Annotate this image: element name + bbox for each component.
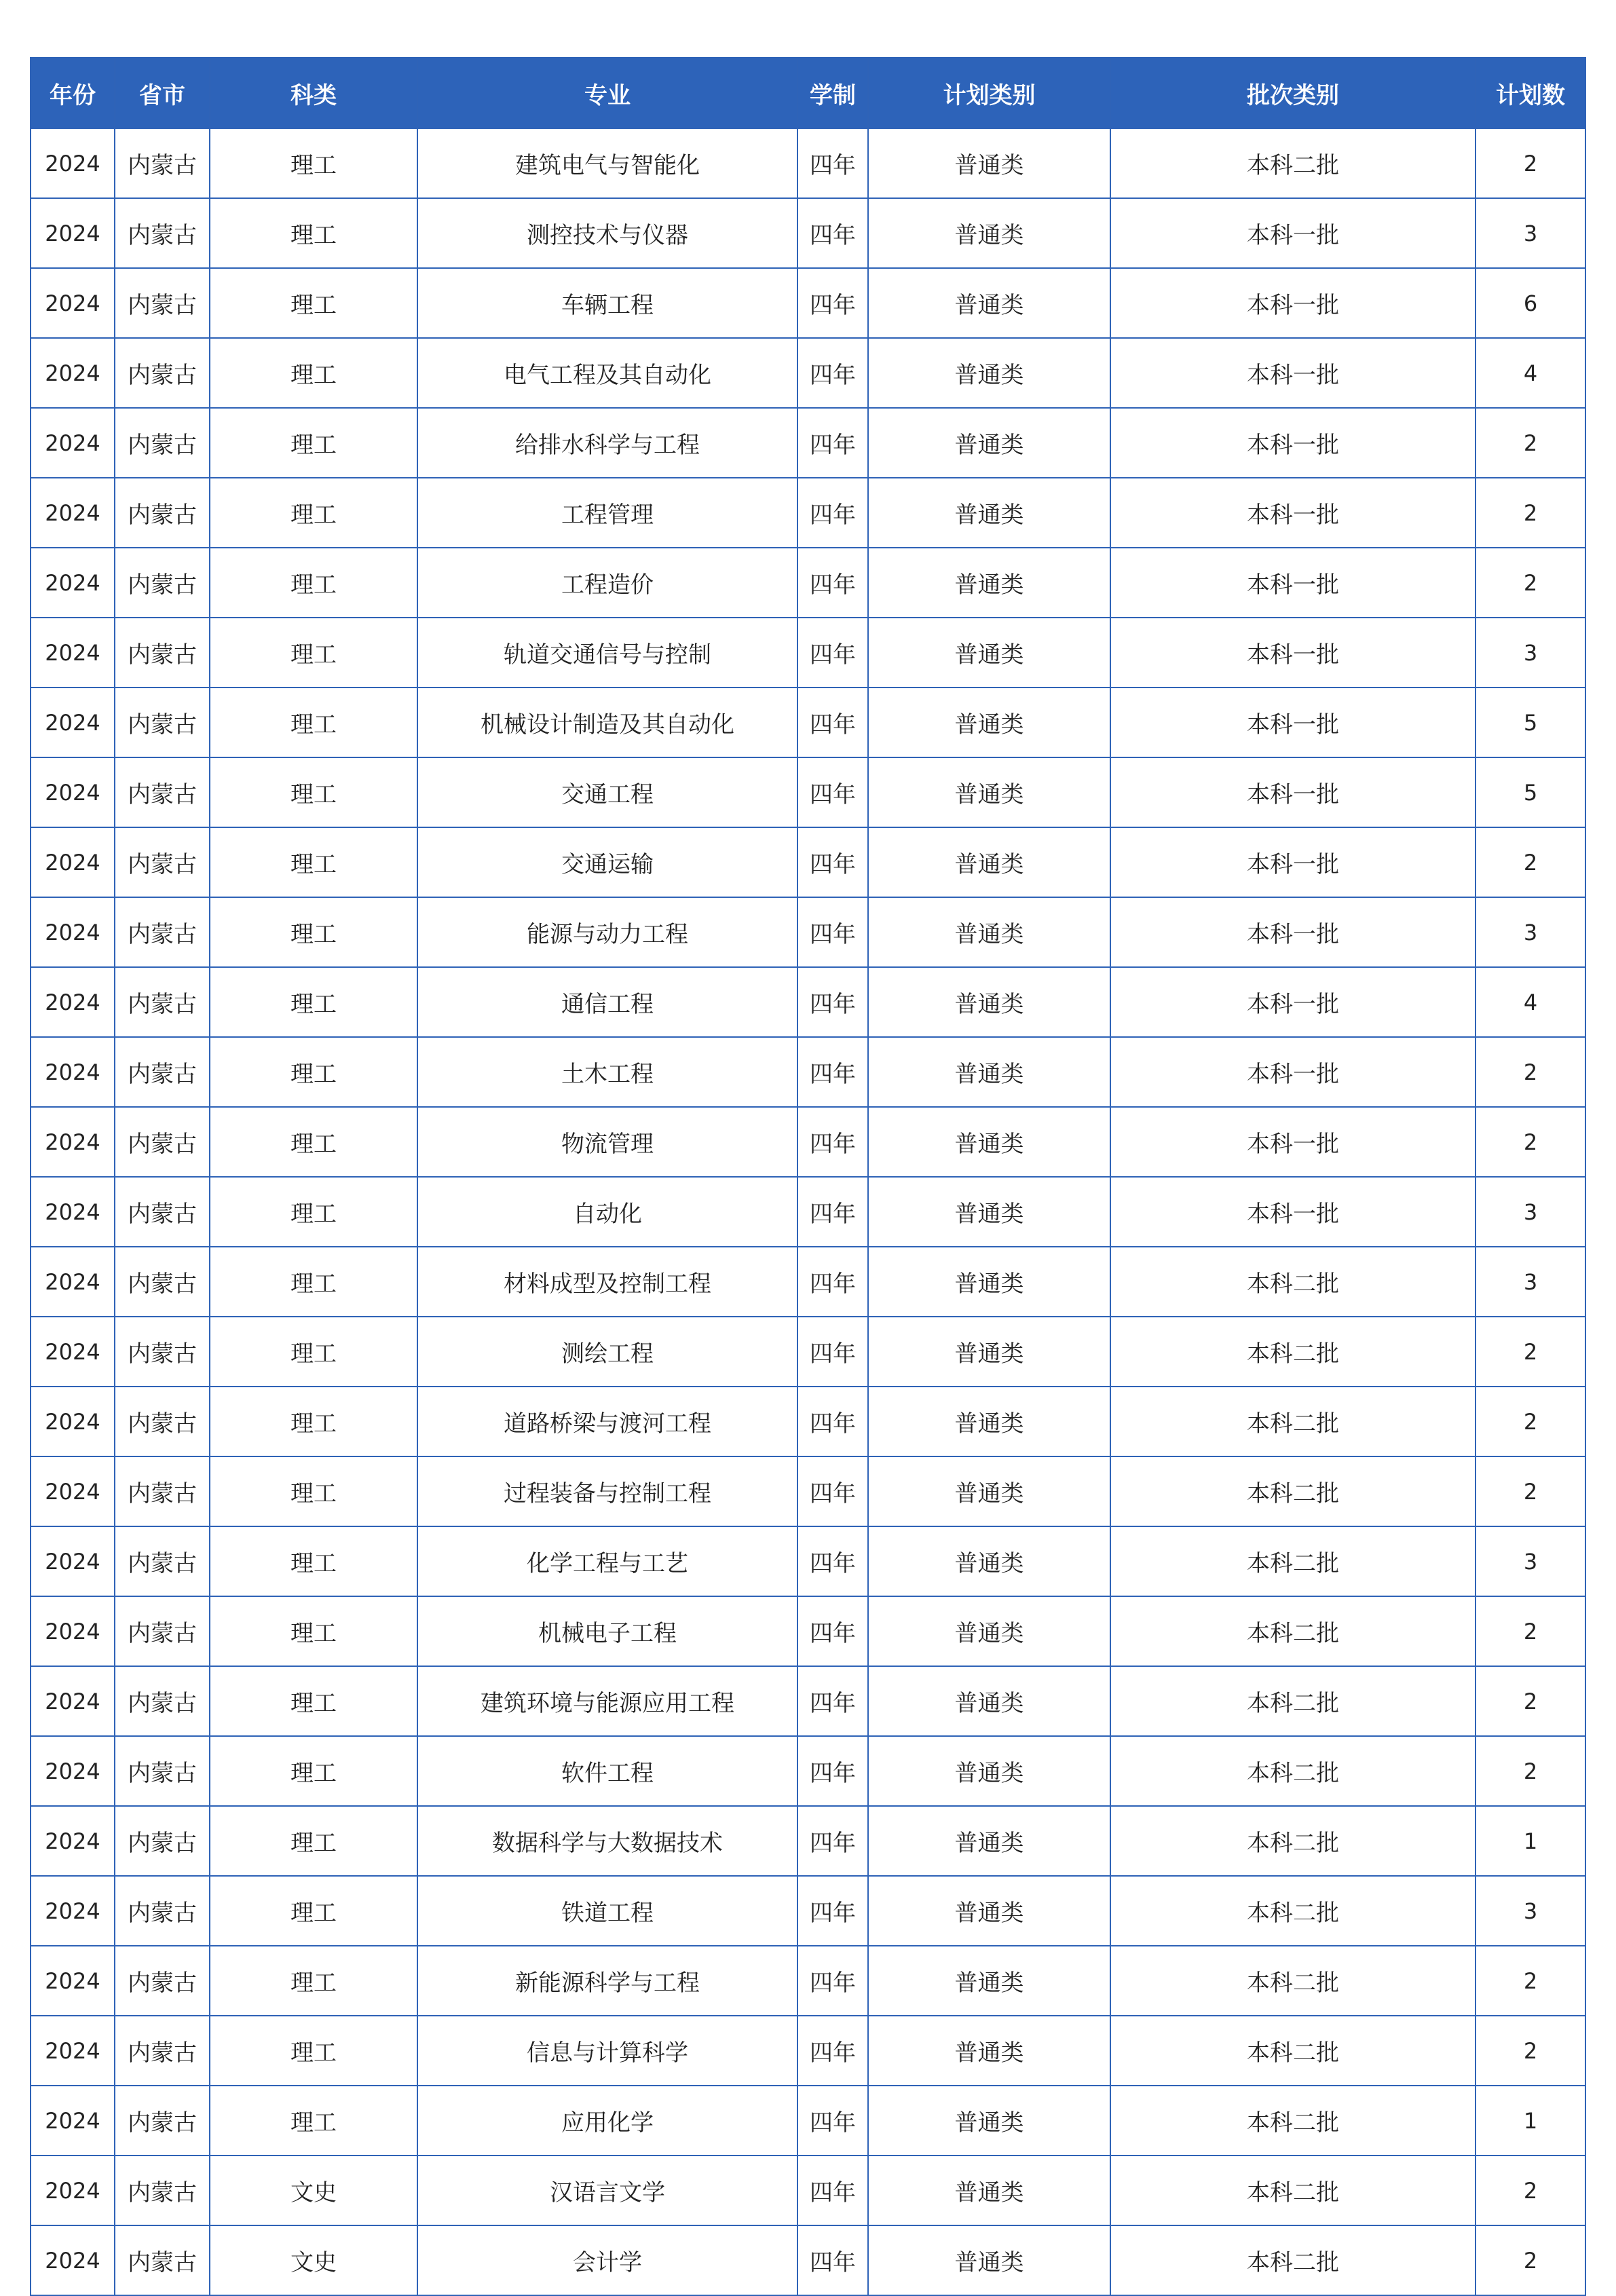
plan-type-cell: 普通类	[868, 1387, 1110, 1456]
year-cell: 2024	[31, 1317, 115, 1387]
plan-count-cell: 2	[1476, 1317, 1585, 1387]
province-cell: 内蒙古	[115, 548, 210, 618]
subject-category-cell: 理工	[210, 1736, 417, 1806]
table-row	[31, 827, 1585, 897]
table-row	[31, 198, 1585, 268]
duration-cell: 四年	[797, 548, 868, 618]
major-cell: 汉语言文学	[417, 2156, 797, 2225]
batch-type-cell: 本科一批	[1110, 408, 1476, 478]
batch-type-cell: 本科二批	[1110, 1736, 1476, 1806]
duration-cell: 四年	[797, 2086, 868, 2156]
table-row	[31, 1806, 1585, 1876]
major-cell: 自动化	[417, 1177, 797, 1247]
duration-cell: 四年	[797, 1526, 868, 1596]
province-cell: 内蒙古	[115, 1596, 210, 1666]
duration-cell: 四年	[797, 338, 868, 408]
plan-type-cell: 普通类	[868, 688, 1110, 757]
major-cell: 铁道工程	[417, 1876, 797, 1946]
major-cell: 建筑电气与智能化	[417, 128, 797, 198]
plan-type-cell: 普通类	[868, 1317, 1110, 1387]
province-cell: 内蒙古	[115, 2016, 210, 2086]
province-cell: 内蒙古	[115, 1456, 210, 1526]
table-row	[31, 1107, 1585, 1177]
plan-type-cell: 普通类	[868, 1806, 1110, 1876]
major-cell: 道路桥梁与渡河工程	[417, 1387, 797, 1456]
plan-type-cell: 普通类	[868, 2156, 1110, 2225]
plan-count-cell: 3	[1476, 1247, 1585, 1317]
subject-category-cell: 理工	[210, 967, 417, 1037]
subject-category-cell: 理工	[210, 827, 417, 897]
batch-type-cell: 本科二批	[1110, 1317, 1476, 1387]
province-cell: 内蒙古	[115, 268, 210, 338]
province-cell: 内蒙古	[115, 198, 210, 268]
plan-type-cell: 普通类	[868, 268, 1110, 338]
plan-type-cell: 普通类	[868, 478, 1110, 548]
plan-count-cell: 2	[1476, 548, 1585, 618]
batch-type-cell: 本科二批	[1110, 2016, 1476, 2086]
table-row	[31, 757, 1585, 827]
province-cell: 内蒙古	[115, 1876, 210, 1946]
subject-category-cell: 理工	[210, 1456, 417, 1526]
plan-count-cell: 2	[1476, 1387, 1585, 1456]
major-cell: 通信工程	[417, 967, 797, 1037]
province-cell: 内蒙古	[115, 618, 210, 688]
province-cell: 内蒙古	[115, 757, 210, 827]
table-row	[31, 1456, 1585, 1526]
major-cell: 机械电子工程	[417, 1596, 797, 1666]
batch-type-cell: 本科二批	[1110, 1876, 1476, 1946]
subject-category-cell: 理工	[210, 1177, 417, 1247]
plan-count-cell: 1	[1476, 2086, 1585, 2156]
major-cell: 轨道交通信号与控制	[417, 618, 797, 688]
plan-count-cell: 4	[1476, 967, 1585, 1037]
plan-type-cell: 普通类	[868, 757, 1110, 827]
batch-type-cell: 本科一批	[1110, 827, 1476, 897]
batch-type-cell: 本科一批	[1110, 967, 1476, 1037]
plan-count-cell: 2	[1476, 1107, 1585, 1177]
province-cell: 内蒙古	[115, 478, 210, 548]
subject-category-cell: 理工	[210, 2086, 417, 2156]
table-row	[31, 478, 1585, 548]
duration-cell: 四年	[797, 198, 868, 268]
plan-count-cell: 2	[1476, 128, 1585, 198]
table-row	[31, 1526, 1585, 1596]
plan-type-cell: 普通类	[868, 1596, 1110, 1666]
province-cell: 内蒙古	[115, 688, 210, 757]
province-cell: 内蒙古	[115, 1317, 210, 1387]
year-cell: 2024	[31, 478, 115, 548]
header-province: 省市	[115, 58, 210, 128]
major-cell: 机械设计制造及其自动化	[417, 688, 797, 757]
batch-type-cell: 本科二批	[1110, 1666, 1476, 1736]
subject-category-cell: 理工	[210, 408, 417, 478]
table-row	[31, 1666, 1585, 1736]
major-cell: 数据科学与大数据技术	[417, 1806, 797, 1876]
plan-count-cell: 2	[1476, 2016, 1585, 2086]
table-row	[31, 338, 1585, 408]
header-plan-count: 计划数	[1476, 58, 1585, 128]
major-cell: 工程管理	[417, 478, 797, 548]
duration-cell: 四年	[797, 897, 868, 967]
duration-cell: 四年	[797, 2016, 868, 2086]
batch-type-cell: 本科二批	[1110, 1387, 1476, 1456]
duration-cell: 四年	[797, 408, 868, 478]
subject-category-cell: 理工	[210, 1876, 417, 1946]
plan-count-cell: 3	[1476, 1177, 1585, 1247]
major-cell: 软件工程	[417, 1736, 797, 1806]
plan-count-cell: 2	[1476, 478, 1585, 548]
major-cell: 工程造价	[417, 548, 797, 618]
plan-count-cell: 1	[1476, 1806, 1585, 1876]
header-plan-type: 计划类别	[868, 58, 1110, 128]
year-cell: 2024	[31, 1177, 115, 1247]
header-duration: 学制	[797, 58, 868, 128]
plan-type-cell: 普通类	[868, 128, 1110, 198]
subject-category-cell: 文史	[210, 2156, 417, 2225]
plan-count-cell: 3	[1476, 618, 1585, 688]
header-year: 年份	[31, 58, 115, 128]
plan-type-cell: 普通类	[868, 1946, 1110, 2016]
major-cell: 交通运输	[417, 827, 797, 897]
year-cell: 2024	[31, 2156, 115, 2225]
year-cell: 2024	[31, 1876, 115, 1946]
table-row	[31, 1596, 1585, 1666]
province-cell: 内蒙古	[115, 2156, 210, 2225]
batch-type-cell: 本科二批	[1110, 2156, 1476, 2225]
duration-cell: 四年	[797, 827, 868, 897]
batch-type-cell: 本科一批	[1110, 897, 1476, 967]
plan-count-cell: 3	[1476, 198, 1585, 268]
plan-type-cell: 普通类	[868, 1456, 1110, 1526]
year-cell: 2024	[31, 688, 115, 757]
major-cell: 测控技术与仪器	[417, 198, 797, 268]
year-cell: 2024	[31, 1107, 115, 1177]
batch-type-cell: 本科一批	[1110, 688, 1476, 757]
major-cell: 过程装备与控制工程	[417, 1456, 797, 1526]
plan-type-cell: 普通类	[868, 967, 1110, 1037]
plan-type-cell: 普通类	[868, 2086, 1110, 2156]
plan-type-cell: 普通类	[868, 2225, 1110, 2295]
plan-type-cell: 普通类	[868, 2016, 1110, 2086]
batch-type-cell: 本科二批	[1110, 1526, 1476, 1596]
table-row	[31, 2086, 1585, 2156]
duration-cell: 四年	[797, 1107, 868, 1177]
plan-count-cell: 3	[1476, 1876, 1585, 1946]
table-row	[31, 1037, 1585, 1107]
subject-category-cell: 理工	[210, 128, 417, 198]
subject-category-cell: 理工	[210, 1666, 417, 1736]
plan-type-cell: 普通类	[868, 1247, 1110, 1317]
batch-type-cell: 本科一批	[1110, 1107, 1476, 1177]
duration-cell: 四年	[797, 1876, 868, 1946]
batch-type-cell: 本科二批	[1110, 1806, 1476, 1876]
duration-cell: 四年	[797, 757, 868, 827]
duration-cell: 四年	[797, 478, 868, 548]
year-cell: 2024	[31, 1806, 115, 1876]
province-cell: 内蒙古	[115, 967, 210, 1037]
duration-cell: 四年	[797, 1037, 868, 1107]
year-cell: 2024	[31, 128, 115, 198]
plan-count-cell: 2	[1476, 827, 1585, 897]
plan-type-cell: 普通类	[868, 827, 1110, 897]
major-cell: 应用化学	[417, 2086, 797, 2156]
year-cell: 2024	[31, 1247, 115, 1317]
subject-category-cell: 理工	[210, 338, 417, 408]
year-cell: 2024	[31, 1666, 115, 1736]
duration-cell: 四年	[797, 2156, 868, 2225]
year-cell: 2024	[31, 1526, 115, 1596]
year-cell: 2024	[31, 1387, 115, 1456]
table-row	[31, 1387, 1585, 1456]
header-subject-category: 科类	[210, 58, 417, 128]
plan-count-cell: 3	[1476, 1526, 1585, 1596]
plan-type-cell: 普通类	[868, 408, 1110, 478]
batch-type-cell: 本科一批	[1110, 1037, 1476, 1107]
duration-cell: 四年	[797, 967, 868, 1037]
duration-cell: 四年	[797, 2225, 868, 2295]
table-row	[31, 1736, 1585, 1806]
plan-count-cell: 2	[1476, 1596, 1585, 1666]
year-cell: 2024	[31, 2086, 115, 2156]
batch-type-cell: 本科一批	[1110, 757, 1476, 827]
plan-count-cell: 2	[1476, 1456, 1585, 1526]
plan-count-cell: 6	[1476, 268, 1585, 338]
plan-count-cell: 2	[1476, 1946, 1585, 2016]
major-cell: 给排水科学与工程	[417, 408, 797, 478]
subject-category-cell: 理工	[210, 1317, 417, 1387]
batch-type-cell: 本科二批	[1110, 1596, 1476, 1666]
duration-cell: 四年	[797, 1317, 868, 1387]
enrollment-plan-table	[30, 57, 1586, 2296]
subject-category-cell: 理工	[210, 688, 417, 757]
year-cell: 2024	[31, 757, 115, 827]
province-cell: 内蒙古	[115, 2225, 210, 2295]
province-cell: 内蒙古	[115, 1666, 210, 1736]
major-cell: 物流管理	[417, 1107, 797, 1177]
duration-cell: 四年	[797, 1596, 868, 1666]
duration-cell: 四年	[797, 1177, 868, 1247]
table-row	[31, 1317, 1585, 1387]
province-cell: 内蒙古	[115, 2086, 210, 2156]
major-cell: 新能源科学与工程	[417, 1946, 797, 2016]
subject-category-cell: 理工	[210, 198, 417, 268]
major-cell: 化学工程与工艺	[417, 1526, 797, 1596]
subject-category-cell: 理工	[210, 757, 417, 827]
year-cell: 2024	[31, 618, 115, 688]
subject-category-cell: 理工	[210, 1107, 417, 1177]
table-row	[31, 1946, 1585, 2016]
header-major: 专业	[417, 58, 797, 128]
province-cell: 内蒙古	[115, 1526, 210, 1596]
subject-category-cell: 理工	[210, 618, 417, 688]
batch-type-cell: 本科二批	[1110, 1247, 1476, 1317]
batch-type-cell: 本科一批	[1110, 618, 1476, 688]
subject-category-cell: 理工	[210, 1247, 417, 1317]
subject-category-cell: 理工	[210, 268, 417, 338]
major-cell: 能源与动力工程	[417, 897, 797, 967]
major-cell: 电气工程及其自动化	[417, 338, 797, 408]
major-cell: 材料成型及控制工程	[417, 1247, 797, 1317]
province-cell: 内蒙古	[115, 1107, 210, 1177]
table-body	[31, 128, 1585, 2295]
subject-category-cell: 理工	[210, 478, 417, 548]
plan-type-cell: 普通类	[868, 1177, 1110, 1247]
plan-type-cell: 普通类	[868, 548, 1110, 618]
province-cell: 内蒙古	[115, 1387, 210, 1456]
province-cell: 内蒙古	[115, 1946, 210, 2016]
plan-type-cell: 普通类	[868, 1666, 1110, 1736]
major-cell: 信息与计算科学	[417, 2016, 797, 2086]
duration-cell: 四年	[797, 688, 868, 757]
year-cell: 2024	[31, 408, 115, 478]
duration-cell: 四年	[797, 1946, 868, 2016]
year-cell: 2024	[31, 1946, 115, 2016]
plan-count-cell: 5	[1476, 757, 1585, 827]
batch-type-cell: 本科二批	[1110, 2225, 1476, 2295]
batch-type-cell: 本科一批	[1110, 548, 1476, 618]
batch-type-cell: 本科一批	[1110, 478, 1476, 548]
plan-type-cell: 普通类	[868, 618, 1110, 688]
duration-cell: 四年	[797, 1666, 868, 1736]
major-cell: 建筑环境与能源应用工程	[417, 1666, 797, 1736]
subject-category-cell: 理工	[210, 897, 417, 967]
subject-category-cell: 理工	[210, 1946, 417, 2016]
duration-cell: 四年	[797, 1387, 868, 1456]
year-cell: 2024	[31, 548, 115, 618]
plan-type-cell: 普通类	[868, 1107, 1110, 1177]
batch-type-cell: 本科二批	[1110, 128, 1476, 198]
province-cell: 内蒙古	[115, 1037, 210, 1107]
year-cell: 2024	[31, 897, 115, 967]
plan-count-cell: 5	[1476, 688, 1585, 757]
plan-count-cell: 2	[1476, 1037, 1585, 1107]
subject-category-cell: 理工	[210, 1596, 417, 1666]
plan-count-cell: 4	[1476, 338, 1585, 408]
subject-category-cell: 理工	[210, 1526, 417, 1596]
plan-count-cell: 2	[1476, 2156, 1585, 2225]
batch-type-cell: 本科一批	[1110, 1177, 1476, 1247]
major-cell: 交通工程	[417, 757, 797, 827]
table-row	[31, 408, 1585, 478]
plan-count-cell: 2	[1476, 2225, 1585, 2295]
batch-type-cell: 本科一批	[1110, 338, 1476, 408]
table-row	[31, 1876, 1585, 1946]
header-batch-type: 批次类别	[1110, 58, 1476, 128]
table-row	[31, 1177, 1585, 1247]
province-cell: 内蒙古	[115, 128, 210, 198]
duration-cell: 四年	[797, 268, 868, 338]
batch-type-cell: 本科二批	[1110, 1946, 1476, 2016]
year-cell: 2024	[31, 967, 115, 1037]
header-row	[31, 58, 1585, 128]
major-cell: 测绘工程	[417, 1317, 797, 1387]
duration-cell: 四年	[797, 1806, 868, 1876]
year-cell: 2024	[31, 268, 115, 338]
province-cell: 内蒙古	[115, 827, 210, 897]
table-row	[31, 688, 1585, 757]
subject-category-cell: 理工	[210, 1387, 417, 1456]
year-cell: 2024	[31, 198, 115, 268]
plan-type-cell: 普通类	[868, 897, 1110, 967]
year-cell: 2024	[31, 1596, 115, 1666]
plan-count-cell: 2	[1476, 1666, 1585, 1736]
table-row	[31, 2016, 1585, 2086]
province-cell: 内蒙古	[115, 897, 210, 967]
table-row	[31, 967, 1585, 1037]
province-cell: 内蒙古	[115, 1247, 210, 1317]
major-cell: 会计学	[417, 2225, 797, 2295]
table-row	[31, 128, 1585, 198]
table-row	[31, 618, 1585, 688]
plan-count-cell: 2	[1476, 408, 1585, 478]
plan-type-cell: 普通类	[868, 338, 1110, 408]
year-cell: 2024	[31, 1037, 115, 1107]
duration-cell: 四年	[797, 1456, 868, 1526]
plan-count-cell: 3	[1476, 897, 1585, 967]
province-cell: 内蒙古	[115, 1806, 210, 1876]
duration-cell: 四年	[797, 1247, 868, 1317]
plan-type-cell: 普通类	[868, 1037, 1110, 1107]
subject-category-cell: 理工	[210, 1037, 417, 1107]
plan-type-cell: 普通类	[868, 1736, 1110, 1806]
year-cell: 2024	[31, 1736, 115, 1806]
year-cell: 2024	[31, 2225, 115, 2295]
batch-type-cell: 本科二批	[1110, 2086, 1476, 2156]
table-header	[31, 58, 1585, 128]
subject-category-cell: 理工	[210, 1806, 417, 1876]
major-cell: 车辆工程	[417, 268, 797, 338]
batch-type-cell: 本科一批	[1110, 198, 1476, 268]
subject-category-cell: 文史	[210, 2225, 417, 2295]
province-cell: 内蒙古	[115, 1736, 210, 1806]
table-row	[31, 897, 1585, 967]
year-cell: 2024	[31, 1456, 115, 1526]
duration-cell: 四年	[797, 128, 868, 198]
table-row	[31, 548, 1585, 618]
table-row	[31, 268, 1585, 338]
plan-count-cell: 2	[1476, 1736, 1585, 1806]
major-cell: 土木工程	[417, 1037, 797, 1107]
plan-type-cell: 普通类	[868, 198, 1110, 268]
year-cell: 2024	[31, 827, 115, 897]
province-cell: 内蒙古	[115, 1177, 210, 1247]
province-cell: 内蒙古	[115, 338, 210, 408]
batch-type-cell: 本科一批	[1110, 268, 1476, 338]
table-row	[31, 1247, 1585, 1317]
batch-type-cell: 本科二批	[1110, 1456, 1476, 1526]
duration-cell: 四年	[797, 618, 868, 688]
subject-category-cell: 理工	[210, 2016, 417, 2086]
duration-cell: 四年	[797, 1736, 868, 1806]
plan-type-cell: 普通类	[868, 1526, 1110, 1596]
year-cell: 2024	[31, 2016, 115, 2086]
year-cell: 2024	[31, 338, 115, 408]
province-cell: 内蒙古	[115, 408, 210, 478]
subject-category-cell: 理工	[210, 548, 417, 618]
table-row	[31, 2156, 1585, 2225]
plan-type-cell: 普通类	[868, 1876, 1110, 1946]
